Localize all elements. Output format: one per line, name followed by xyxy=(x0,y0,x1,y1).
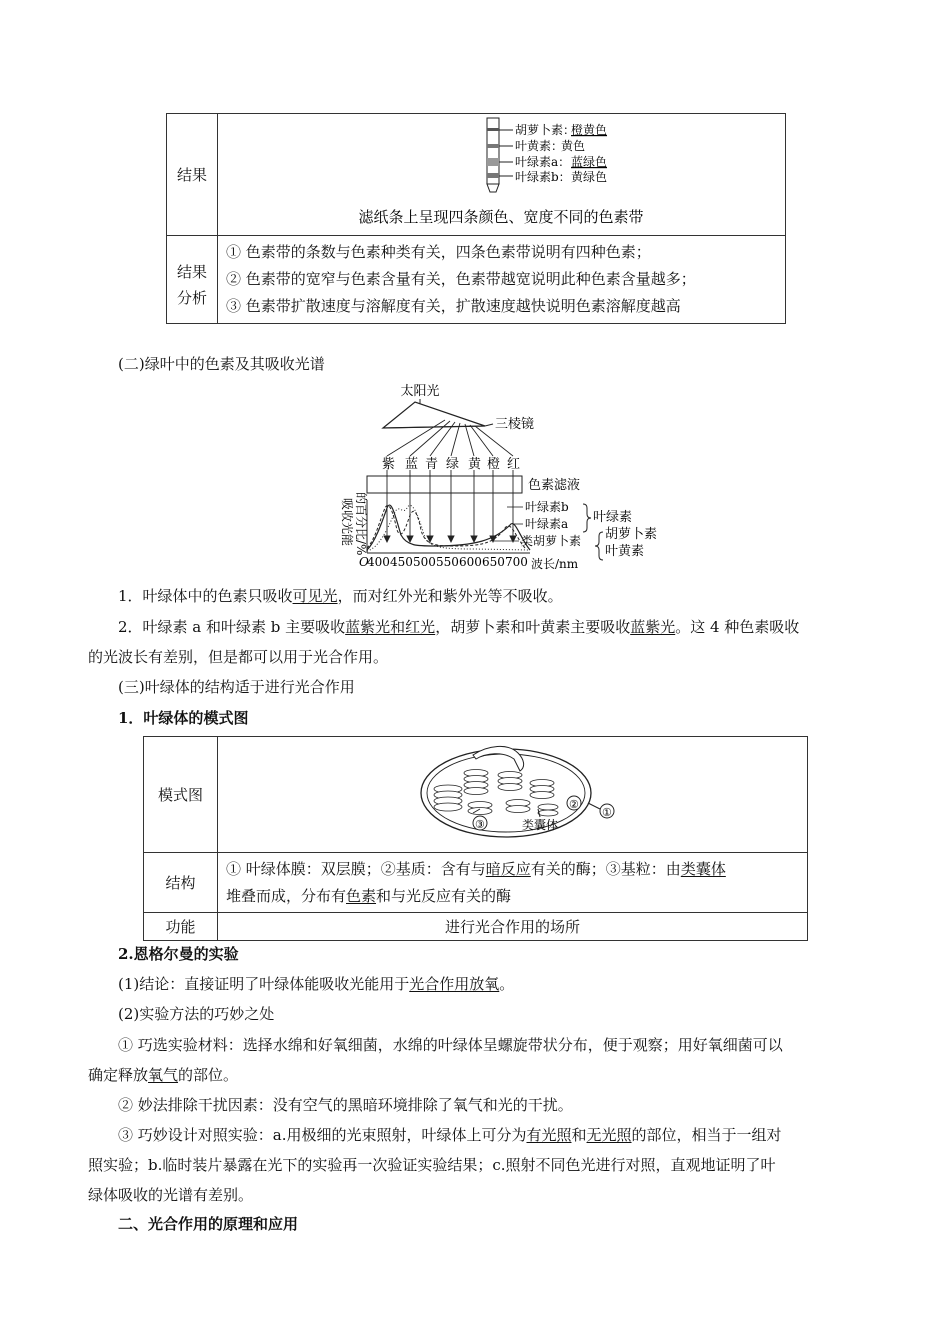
x-tick-450: 450 xyxy=(390,555,413,569)
analysis-line-2: ② 色素带的宽窄与色素含量有关，色素带越宽说明此种色素含量越多； xyxy=(226,270,696,288)
structure-text-line-1: ① 叶绿体膜：双层膜；②基质：含有与暗反应有关的酶；③基粒：由类囊体 xyxy=(226,859,726,878)
model-label: 模式图 xyxy=(157,785,203,804)
brace-carotenoid xyxy=(595,532,603,560)
engelmann-conclusion: (1)结论：直接证明了叶绿体能吸收光能用于光合作用放氧。 xyxy=(118,975,515,993)
strip-color-carotene: 橙黄色 xyxy=(571,123,608,137)
strip-color-chlorophyll-b: 黄绿色 xyxy=(571,170,608,184)
thylakoid-label: 类囊体 xyxy=(522,818,559,832)
x-axis-label: 波长/nm xyxy=(531,557,579,571)
function-text: 进行光合作用的场所 xyxy=(444,918,580,936)
origin-label: O xyxy=(359,555,369,569)
band-chlorophyll-b xyxy=(487,173,499,178)
filter-label: 色素滤液 xyxy=(528,478,581,493)
section-3-title: (三)叶绿体的结构适于进行光合作用 xyxy=(118,678,355,696)
x-tick-550: 550 xyxy=(436,555,459,569)
color-green: 绿 xyxy=(446,457,460,472)
photosynthesis-oxygen-term: 光合作用放氧 xyxy=(409,975,500,993)
strip-color-chlorophyll-a: 蓝绿色 xyxy=(571,155,608,169)
method-3-line-1: ③ 巧妙设计对照实验：a.用极细的光束照射，叶绿体上可分为有光照和无光照的部位，相当于一组对 xyxy=(118,1126,782,1144)
color-orange: 橙 xyxy=(487,457,501,472)
with-light-term: 有光照 xyxy=(526,1126,572,1144)
subsection-1-title: 1．叶绿体的模式图 xyxy=(118,709,249,727)
structure-content-cell xyxy=(218,853,808,913)
curve-label-carotenoid: 类胡萝卜素 xyxy=(521,534,582,548)
result-content-cell xyxy=(218,114,786,236)
brace-chlorophyll xyxy=(583,504,591,532)
color-yellow: 黄 xyxy=(468,457,482,472)
thylakoid-term: 类囊体 xyxy=(680,859,726,878)
color-blue: 蓝 xyxy=(405,457,419,472)
result-table xyxy=(166,113,786,324)
svg-text:①: ① xyxy=(602,806,612,819)
blue-violet-term: 蓝紫光 xyxy=(630,618,676,636)
strip-label-chlorophyll-b: 叶绿素b： xyxy=(515,170,571,184)
point-2-line-1: 2．叶绿素 a 和叶绿素 b 主要吸收蓝紫光和红光，胡萝卜素和叶黄素主要吸收蓝紫光。这 4 种色素吸收 xyxy=(118,618,800,636)
method-1-line-1: ① 巧选实验材料：选择水绵和好氧细菌，水绵的叶绿体呈螺旋带状分布，便于观察；用好氧细菌可以 xyxy=(118,1036,783,1054)
structure-label-cell xyxy=(144,853,218,913)
carotenoid-curve xyxy=(367,505,530,551)
analysis-line-3: ③ 色素带扩散速度与溶解度有关，扩散速度越快说明色素溶解度越高 xyxy=(226,297,681,315)
chloroplast-table xyxy=(143,736,808,941)
band-carotene xyxy=(487,128,499,131)
analysis-content-cell xyxy=(218,236,786,324)
subsection-2-title: 2.恩格尔曼的实验 xyxy=(118,945,239,963)
x-tick-400: 400 xyxy=(367,555,390,569)
visible-light-term: 可见光 xyxy=(292,587,338,605)
blue-violet-red-term: 蓝紫光和红光 xyxy=(345,618,436,636)
strip-label-chlorophyll-a: 叶绿素a： xyxy=(515,155,571,169)
analysis-line-1: ① 色素带的条数与色素种类有关，四条色素带说明有四种色素； xyxy=(226,243,651,261)
number-1-marker xyxy=(588,803,614,819)
function-content-cell xyxy=(218,913,808,941)
method-2: ② 妙法排除干扰因素：没有空气的黑暗环境排除了氧气和光的干扰。 xyxy=(118,1096,573,1114)
result-caption: 滤纸条上呈现四条颜色、宽度不同的色素带 xyxy=(358,208,644,226)
x-tick-600: 600 xyxy=(459,555,482,569)
x-tick-500: 500 xyxy=(413,555,436,569)
x-tick-700: 700 xyxy=(505,555,528,569)
chloroplast-diagram xyxy=(218,737,807,852)
structure-label: 结构 xyxy=(165,873,196,892)
y-axis-label-b: 的百分比/% xyxy=(354,492,368,556)
chromatography-strip-diagram xyxy=(218,114,785,235)
point-2-line-2: 的光波长有差别，但是都可以用于光合作用。 xyxy=(88,648,389,666)
paper-strip xyxy=(487,118,513,192)
band-chlorophyll-a xyxy=(487,158,499,166)
x-tick-650: 650 xyxy=(482,555,505,569)
function-label-cell xyxy=(144,913,218,941)
result-label-cell xyxy=(167,114,218,236)
strip-label-xanthophyll: 叶黄素： xyxy=(515,139,564,153)
engelmann-method-title: (2)实验方法的巧妙之处 xyxy=(118,1005,275,1023)
result-label: 结果 xyxy=(176,165,207,184)
curve-label-chlorophyll-b: 叶绿素b xyxy=(525,500,569,514)
absorption-spectrum-diagram xyxy=(325,380,665,575)
section-2-title: (二)绿叶中的色素及其吸收光谱 xyxy=(118,355,325,373)
group-label-carotene: 胡萝卜素 xyxy=(605,527,658,542)
pigment-term: 色素 xyxy=(346,886,377,905)
svg-text:②: ② xyxy=(569,798,579,811)
function-label: 功能 xyxy=(165,917,196,936)
color-cyan: 青 xyxy=(425,457,439,472)
color-red: 红 xyxy=(507,457,521,472)
dark-reaction-term: 暗反应 xyxy=(485,859,531,878)
point-1: 1．叶绿体中的色素只吸收可见光，而对红外光和紫外光等不吸收。 xyxy=(118,587,563,605)
method-3-line-3: 绿体吸收的光谱有差别。 xyxy=(88,1186,254,1204)
model-label-cell xyxy=(144,737,218,853)
sunlight-label: 太阳光 xyxy=(400,384,440,399)
analysis-label-b: 分析 xyxy=(176,288,207,307)
group-label-xanthophyll: 叶黄素 xyxy=(605,544,645,559)
pigment-filter-box xyxy=(367,476,522,493)
strip-label-carotene: 胡萝卜素： xyxy=(515,123,576,137)
strip-color-xanthophyll: 黄色 xyxy=(561,139,586,153)
method-1-line-2: 确定释放氧气的部位。 xyxy=(88,1066,239,1084)
oxygen-term: 氧气 xyxy=(148,1066,179,1084)
structure-text-line-2: 堆叠而成，分布有色素和与光反应有关的酶 xyxy=(226,886,512,905)
section-final-title: 二、光合作用的原理和应用 xyxy=(118,1215,299,1233)
analysis-label-cell xyxy=(167,236,218,324)
y-axis-label-a: 吸收光能 xyxy=(340,498,354,547)
model-diagram-cell xyxy=(218,737,808,853)
analysis-label-a: 结果 xyxy=(176,262,207,281)
curve-label-chlorophyll-a: 叶绿素a xyxy=(525,517,569,531)
chlorophyll-b-curve xyxy=(367,505,525,548)
band-xanthophyll xyxy=(487,144,499,148)
group-label-chlorophyll: 叶绿素 xyxy=(593,510,633,525)
svg-text:③: ③ xyxy=(475,818,485,831)
color-violet: 紫 xyxy=(382,457,396,472)
method-3-line-2: 照实验；b.临时装片暴露在光下的实验再一次验证实验结果；c.照射不同色光进行对照，直观地证明了叶 xyxy=(88,1156,776,1174)
without-light-term: 无光照 xyxy=(586,1126,632,1144)
prism xyxy=(383,402,485,428)
prism-label: 三棱镜 xyxy=(495,417,535,432)
